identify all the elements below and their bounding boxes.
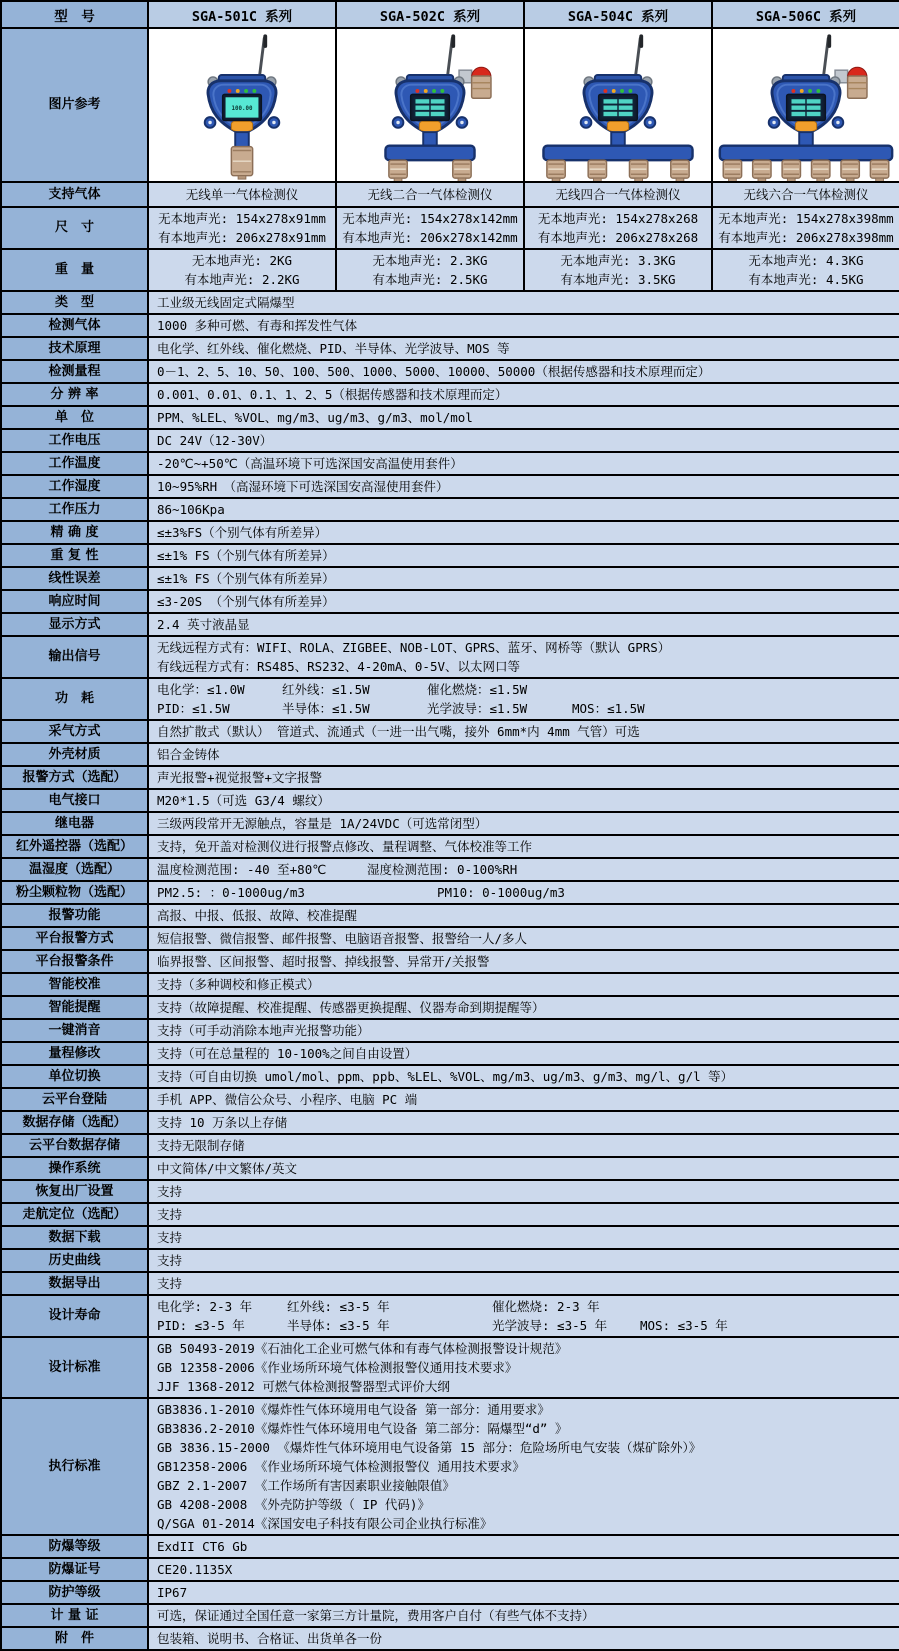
spec-label: 工作压力 xyxy=(1,498,148,521)
supported-gas-value: 无线二合一气体检测仪 xyxy=(336,182,524,207)
spec-value: 工业级无线固定式隔爆型 xyxy=(148,291,899,314)
spec-label: 采气方式 xyxy=(1,720,148,743)
spec-row xyxy=(1,720,899,743)
spec-row xyxy=(1,406,899,429)
spec-row xyxy=(1,636,899,678)
svg-text:100.00: 100.00 xyxy=(231,105,253,112)
spec-value: 自然扩散式（默认） 管道式、流通式（一进一出气嘴，接外 6mm*内 4mm 气管）可选 xyxy=(148,720,899,743)
spec-row xyxy=(1,1226,899,1249)
spec-row xyxy=(1,567,899,590)
spec-value: 支持 xyxy=(148,1180,899,1203)
spec-row xyxy=(1,498,899,521)
size-row xyxy=(1,207,899,249)
spec-label: 防爆证号 xyxy=(1,1558,148,1581)
device-image-cell xyxy=(336,28,524,182)
spec-label: 粉尘颗粒物（选配） xyxy=(1,881,148,904)
spec-row xyxy=(1,1627,899,1650)
spec-value: ExdII CT6 Gb xyxy=(148,1535,899,1558)
device-image-cell xyxy=(148,28,336,182)
spec-value: 86~106Kpa xyxy=(148,498,899,521)
spec-label: 量程修改 xyxy=(1,1042,148,1065)
spec-row xyxy=(1,881,899,904)
spec-value: 支持，免开盖对检测仪进行报警点修改、量程调整、气体校准等工作 xyxy=(148,835,899,858)
spec-row xyxy=(1,337,899,360)
spec-row xyxy=(1,613,899,636)
spec-label: 智能提醒 xyxy=(1,996,148,1019)
spec-row xyxy=(1,429,899,452)
spec-value: 1000 多种可燃、有毒和挥发性气体 xyxy=(148,314,899,337)
spec-row xyxy=(1,1065,899,1088)
spec-value: ≤±1% FS（个别气体有所差异） xyxy=(148,567,899,590)
spec-row xyxy=(1,1398,899,1535)
image-row-label: 图片参考 xyxy=(1,28,148,182)
spec-label: 数据导出 xyxy=(1,1272,148,1295)
spec-label: 检测气体 xyxy=(1,314,148,337)
spec-value: 中文简体/中文繁体/英文 xyxy=(148,1157,899,1180)
spec-row xyxy=(1,1157,899,1180)
spec-value: PPM、%LEL、%VOL、mg/m3、ug/m3、g/m3、mol/mol xyxy=(148,406,899,429)
spec-value: 支持（可在总量程的 10-100%之间自由设置） xyxy=(148,1042,899,1065)
weight-value: 无本地声光: 2KG 有本地声光: 2.2KG xyxy=(148,249,336,291)
spec-label: 一键消音 xyxy=(1,1019,148,1042)
spec-label: 走航定位（选配） xyxy=(1,1203,148,1226)
spec-value: GB 50493-2019《石油化工企业可燃气体和有毒气体检测报警设计规范》 GB 12358-2006《作业场所环境气体检测报警仪通用技术要求》 JJF 1368-2012 可燃气体检测报警器型式评价大纲 xyxy=(148,1337,899,1398)
spec-row xyxy=(1,904,899,927)
image-row xyxy=(1,28,899,182)
spec-label: 恢复出厂设置 xyxy=(1,1180,148,1203)
spec-label: 技术原理 xyxy=(1,337,148,360)
spec-value: 手机 APP、微信公众号、小程序、电脑 PC 端 xyxy=(148,1088,899,1111)
device-image-cell xyxy=(524,28,712,182)
supported-gas-value: 无线六合一气体检测仪 xyxy=(712,182,899,207)
size-value: 无本地声光: 154x278x91mm 有本地声光: 206x278x91mm xyxy=(148,207,336,249)
spec-row xyxy=(1,858,899,881)
spec-label: 智能校准 xyxy=(1,973,148,996)
gas-detector-icon xyxy=(339,31,521,181)
spec-row xyxy=(1,1581,899,1604)
spec-value: ≤3-20S （个别气体有所差异） xyxy=(148,590,899,613)
spec-label: 分 辨 率 xyxy=(1,383,148,406)
gas-detector-icon xyxy=(715,31,897,181)
spec-value: 支持 10 万条以上存储 xyxy=(148,1111,899,1134)
spec-label: 外壳材质 xyxy=(1,743,148,766)
spec-label: 功 耗 xyxy=(1,678,148,720)
spec-value: ≤±1% FS（个别气体有所差异） xyxy=(148,544,899,567)
spec-value: 2.4 英寸液晶显 xyxy=(148,613,899,636)
spec-row xyxy=(1,835,899,858)
spec-value: 电化学: 2-3 年 红外线: ≤3-5 年 催化燃烧: 2-3 年 PID: ≤3-5 年 半导体: ≤3-5 年 光学波导: ≤3-5 年 MOS: ≤3-5 年 xyxy=(148,1295,899,1337)
spec-row xyxy=(1,973,899,996)
spec-row xyxy=(1,996,899,1019)
size-value: 无本地声光: 154x278x398mm 有本地声光: 206x278x398mm xyxy=(712,207,899,249)
spec-label: 数据下载 xyxy=(1,1226,148,1249)
gas-detector-icon xyxy=(527,31,709,181)
spec-row xyxy=(1,1042,899,1065)
weight-label: 重 量 xyxy=(1,249,148,291)
spec-value: DC 24V（12-30V） xyxy=(148,429,899,452)
spec-value: PM2.5: ：0-1000ug/m3 PM10: 0-1000ug/m3 xyxy=(148,881,899,904)
size-value: 无本地声光: 154x278x268 有本地声光: 206x278x268 xyxy=(524,207,712,249)
size-value: 无本地声光: 154x278x142mm 有本地声光: 206x278x142mm xyxy=(336,207,524,249)
spec-label: 设计标准 xyxy=(1,1337,148,1398)
model-name-504c: SGA-504C 系列 xyxy=(524,1,712,28)
spec-value: ≤±3%FS（个别气体有所差异） xyxy=(148,521,899,544)
spec-row xyxy=(1,812,899,835)
spec-label: 平台报警条件 xyxy=(1,950,148,973)
spec-row xyxy=(1,521,899,544)
spec-label: 操作系统 xyxy=(1,1157,148,1180)
spec-row xyxy=(1,1203,899,1226)
spec-label: 输出信号 xyxy=(1,636,148,678)
spec-row xyxy=(1,452,899,475)
spec-row xyxy=(1,1535,899,1558)
spec-label: 工作湿度 xyxy=(1,475,148,498)
spec-label: 云平台登陆 xyxy=(1,1088,148,1111)
spec-label: 平台报警方式 xyxy=(1,927,148,950)
weight-value: 无本地声光: 2.3KG 有本地声光: 2.5KG xyxy=(336,249,524,291)
spec-row xyxy=(1,1249,899,1272)
spec-value: 高报、中报、低报、故障、校准提醒 xyxy=(148,904,899,927)
spec-row xyxy=(1,927,899,950)
spec-label: 防护等级 xyxy=(1,1581,148,1604)
spec-value: 支持 xyxy=(148,1272,899,1295)
spec-label: 云平台数据存储 xyxy=(1,1134,148,1157)
spec-value: 支持（可手动消除本地声光报警功能） xyxy=(148,1019,899,1042)
spec-row xyxy=(1,1272,899,1295)
model-header-row xyxy=(1,1,899,28)
spec-value: -20℃~+50℃（高温环境下可选深国安高温使用套件） xyxy=(148,452,899,475)
spec-label: 工作电压 xyxy=(1,429,148,452)
supported-gas-label: 支持气体 xyxy=(1,182,148,207)
spec-label: 设计寿命 xyxy=(1,1295,148,1337)
spec-value: 临界报警、区间报警、超时报警、掉线报警、异常开/关报警 xyxy=(148,950,899,973)
spec-label: 历史曲线 xyxy=(1,1249,148,1272)
spec-label: 电气接口 xyxy=(1,789,148,812)
spec-row xyxy=(1,314,899,337)
spec-row xyxy=(1,544,899,567)
supported-gas-value: 无线四合一气体检测仪 xyxy=(524,182,712,207)
spec-value: 10~95%RH （高湿环境下可选深国安高湿使用套件） xyxy=(148,475,899,498)
spec-value: 电化学、红外线、催化燃烧、PID、半导体、光学波导、MOS 等 xyxy=(148,337,899,360)
spec-row xyxy=(1,1134,899,1157)
spec-row xyxy=(1,766,899,789)
spec-label: 线性误差 xyxy=(1,567,148,590)
spec-value: IP67 xyxy=(148,1581,899,1604)
spec-label: 单位切换 xyxy=(1,1065,148,1088)
spec-label: 报警方式（选配） xyxy=(1,766,148,789)
spec-label: 报警功能 xyxy=(1,904,148,927)
spec-value: 包装箱、说明书、合格证、出货单各一份 xyxy=(148,1627,899,1650)
spec-label: 响应时间 xyxy=(1,590,148,613)
spec-label: 红外遥控器（选配） xyxy=(1,835,148,858)
weight-value: 无本地声光: 3.3KG 有本地声光: 3.5KG xyxy=(524,249,712,291)
spec-value: 0－1、2、5、10、50、100、500、1000、5000、10000、50000（根据传感器和技术原理而定） xyxy=(148,360,899,383)
spec-row xyxy=(1,1180,899,1203)
spec-value: 可选，保证通过全国任意一家第三方计量院，费用客户自付（有些气体不支持） xyxy=(148,1604,899,1627)
spec-value: 支持 xyxy=(148,1249,899,1272)
spec-value: 三级两段常开无源触点，容量是 1A/24VDC（可选常闭型） xyxy=(148,812,899,835)
spec-value: 支持 xyxy=(148,1203,899,1226)
spec-value: 支持 xyxy=(148,1226,899,1249)
spec-label: 数据存储（选配） xyxy=(1,1111,148,1134)
weight-row xyxy=(1,249,899,291)
spec-value: 支持（可自由切换 umol/mol、ppm、ppb、%LEL、%VOL、mg/m3、ug/m3、g/m3、mg/l、g/l 等） xyxy=(148,1065,899,1088)
spec-value: 0.001、0.01、0.1、1、2、5（根据传感器和技术原理而定） xyxy=(148,383,899,406)
spec-row xyxy=(1,590,899,613)
spec-row xyxy=(1,743,899,766)
spec-value: 声光报警+视觉报警+文字报警 xyxy=(148,766,899,789)
spec-row xyxy=(1,1337,899,1398)
spec-row xyxy=(1,1295,899,1337)
spec-label: 防爆等级 xyxy=(1,1535,148,1558)
size-label: 尺 寸 xyxy=(1,207,148,249)
spec-label: 检测量程 xyxy=(1,360,148,383)
spec-row xyxy=(1,678,899,720)
spec-value: GB3836.1-2010《爆炸性气体环境用电气设备 第一部分：通用要求》 GB3836.2-2010《爆炸性气体环境用电气设备 第二部分：隔爆型“d” 》 GB 3836.15-2000 《爆炸性气体环境用电气设备第 15 部分：危险场所电气安装（煤矿除外）》 GB12358-2006 《作业场所环境气体检测报警仪 通用技术要求》 GBZ 2.1-2007 《工作场所有害因素职业接触限值》 GB 4208-2008 《外壳防护等级（ IP 代码)》 Q/SGA 01-2014《深国安电子科技有限公司企业执行标准》 xyxy=(148,1398,899,1535)
supported-gas-row xyxy=(1,182,899,207)
top-rows xyxy=(1,1,899,291)
spec-label: 类 型 xyxy=(1,291,148,314)
model-name-501c: SGA-501C 系列 xyxy=(148,1,336,28)
weight-value: 无本地声光: 4.3KG 有本地声光: 4.5KG xyxy=(712,249,899,291)
spec-row xyxy=(1,383,899,406)
spec-value: CE20.1135X xyxy=(148,1558,899,1581)
model-name-502c: SGA-502C 系列 xyxy=(336,1,524,28)
spec-value: 支持（多种调校和修正模式） xyxy=(148,973,899,996)
gas-detector-icon xyxy=(151,31,333,181)
model-header-label: 型 号 xyxy=(1,1,148,28)
spec-value: 电化学：≤1.0W 红外线：≤1.5W 催化燃烧：≤1.5W PID：≤1.5W 半导体：≤1.5W 光学波导：≤1.5W MOS：≤1.5W xyxy=(148,678,899,720)
spec-value: 支持无限制存储 xyxy=(148,1134,899,1157)
spec-value: 无线远程方式有：WIFI、ROLA、ZIGBEE、NOB-LOT、GPRS、蓝牙、网桥等（默认 GPRS） 有线远程方式有：RS485、RS232、4-20mA、0-5V、以太网口等 xyxy=(148,636,899,678)
spec-label: 单 位 xyxy=(1,406,148,429)
spec-label: 工作温度 xyxy=(1,452,148,475)
spec-row xyxy=(1,360,899,383)
spec-label: 温湿度（选配） xyxy=(1,858,148,881)
spec-value: 温度检测范围: -40 至+80℃ 湿度检测范围: 0-100%RH xyxy=(148,858,899,881)
spec-value: 支持（故障提醒、校准提醒、传感器更换提醒、仪器寿命到期提醒等） xyxy=(148,996,899,1019)
supported-gas-value: 无线单一气体检测仪 xyxy=(148,182,336,207)
spec-body xyxy=(1,291,899,1650)
spec-value: 短信报警、微信报警、邮件报警、电脑语音报警、报警给一人/多人 xyxy=(148,927,899,950)
spec-row xyxy=(1,1111,899,1134)
spec-row xyxy=(1,291,899,314)
spec-row xyxy=(1,1088,899,1111)
spec-label: 重 复 性 xyxy=(1,544,148,567)
spec-row xyxy=(1,1019,899,1042)
spec-label: 继电器 xyxy=(1,812,148,835)
spec-value: M20*1.5（可选 G3/4 螺纹） xyxy=(148,789,899,812)
spec-row xyxy=(1,475,899,498)
spec-label: 计 量 证 xyxy=(1,1604,148,1627)
device-image-cell xyxy=(712,28,899,182)
spec-row xyxy=(1,1558,899,1581)
model-name-506c: SGA-506C 系列 xyxy=(712,1,899,28)
spec-row xyxy=(1,789,899,812)
spec-row xyxy=(1,950,899,973)
spec-label: 附 件 xyxy=(1,1627,148,1650)
spec-label: 显示方式 xyxy=(1,613,148,636)
spec-value: 铝合金铸体 xyxy=(148,743,899,766)
spec-row xyxy=(1,1604,899,1627)
spec-label: 执行标准 xyxy=(1,1398,148,1535)
spec-label: 精 确 度 xyxy=(1,521,148,544)
